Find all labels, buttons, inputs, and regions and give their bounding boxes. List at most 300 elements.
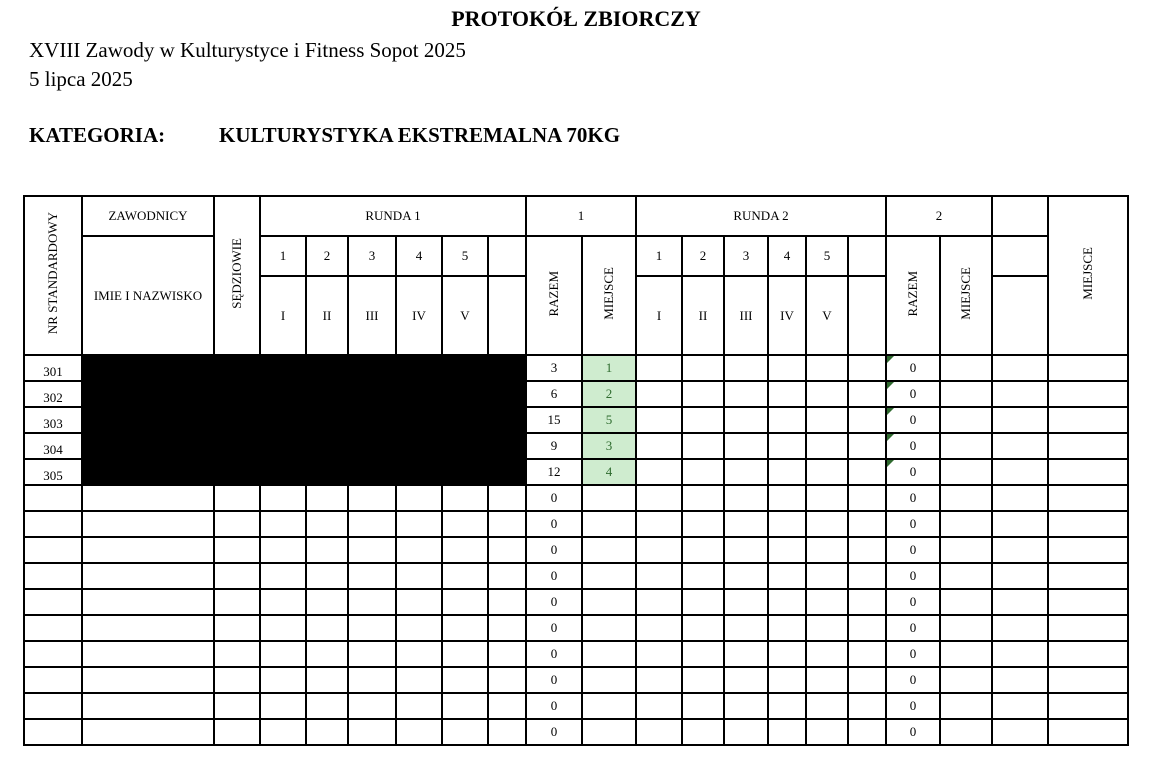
r2-score-cell[interactable] (724, 693, 768, 719)
r2-score-cell[interactable] (724, 433, 768, 459)
extra-cell[interactable] (992, 615, 1048, 641)
r2-score-cell[interactable] (768, 459, 806, 485)
r1-total-cell[interactable]: 12 (526, 459, 582, 485)
final-place-cell[interactable] (1048, 511, 1128, 537)
r1-score-cell[interactable] (442, 693, 488, 719)
r1-place-cell[interactable] (582, 693, 636, 719)
r2-score-cell[interactable] (768, 485, 806, 511)
r2-score-cell[interactable] (806, 511, 848, 537)
r1-blank-cell[interactable] (488, 719, 526, 745)
r1-total-cell[interactable]: 6 (526, 381, 582, 407)
r1-score-cell[interactable] (442, 563, 488, 589)
r2-score-cell[interactable] (636, 719, 682, 745)
nr-cell[interactable]: 302 (24, 381, 82, 407)
r2-place-cell[interactable] (940, 355, 992, 381)
header-contestants: ZAWODNICY (82, 196, 214, 236)
event-date: 5 lipca 2025 (29, 67, 133, 91)
r2-score-cell[interactable] (682, 459, 724, 485)
name-cell[interactable] (82, 615, 214, 641)
final-place-cell[interactable] (1048, 537, 1128, 563)
r1-score-cell[interactable] (348, 693, 396, 719)
r1-blank-cell[interactable] (488, 485, 526, 511)
extra-cell[interactable] (992, 485, 1048, 511)
r1-score-cell[interactable] (396, 511, 442, 537)
category-value: KULTURYSTYKA EKSTREMALNA 70KG (219, 123, 621, 147)
r2-place-cell[interactable] (940, 485, 992, 511)
r2-score-cell[interactable] (768, 355, 806, 381)
r1-total-cell[interactable]: 0 (526, 667, 582, 693)
r2-score-cell[interactable] (806, 355, 848, 381)
r2-score-cell[interactable] (682, 563, 724, 589)
final-place-cell[interactable] (1048, 693, 1128, 719)
r2-score-cell[interactable] (806, 537, 848, 563)
extra-cell[interactable] (992, 537, 1048, 563)
r2-score-cell[interactable] (724, 459, 768, 485)
r2-score-cell[interactable] (768, 615, 806, 641)
r2-total-cell[interactable]: 0 (886, 355, 940, 381)
r1-total-cell[interactable]: 0 (526, 719, 582, 745)
r1-place-cell[interactable]: 5 (582, 407, 636, 433)
r2-score-cell[interactable] (724, 537, 768, 563)
r2-blank-cell[interactable] (848, 355, 886, 381)
r1-place-cell[interactable]: 3 (582, 433, 636, 459)
r2-score-cell[interactable] (724, 485, 768, 511)
r2-score-cell[interactable] (636, 485, 682, 511)
r1-score-cell[interactable] (348, 667, 396, 693)
r1-blank-cell[interactable] (488, 563, 526, 589)
r2-score-cell[interactable] (636, 459, 682, 485)
r1-total-cell[interactable]: 0 (526, 693, 582, 719)
r2-score-cell[interactable] (768, 381, 806, 407)
final-place-cell[interactable] (1048, 641, 1128, 667)
final-place-cell[interactable] (1048, 589, 1128, 615)
name-cell[interactable] (82, 693, 214, 719)
r1-score-cell[interactable] (306, 719, 348, 745)
r2-score-cell[interactable] (806, 485, 848, 511)
r2-score-cell[interactable] (806, 407, 848, 433)
r1-score-cell[interactable] (348, 511, 396, 537)
r2-score-cell[interactable] (636, 693, 682, 719)
r1-place-cell[interactable] (582, 563, 636, 589)
name-cell[interactable] (82, 641, 214, 667)
r1-score-cell[interactable] (396, 589, 442, 615)
extra-cell[interactable] (992, 511, 1048, 537)
judges-cell[interactable] (214, 563, 260, 589)
r2-score-cell[interactable] (768, 641, 806, 667)
r1-total-cell[interactable]: 0 (526, 537, 582, 563)
header-name: IMIE I NAZWISKO (82, 236, 214, 355)
r2-place-cell[interactable] (940, 667, 992, 693)
r2-score-cell[interactable] (724, 355, 768, 381)
r2-blank-cell[interactable] (848, 381, 886, 407)
r2-place-cell[interactable] (940, 511, 992, 537)
document-title: PROTOKÓŁ ZBIORCZY (451, 6, 701, 31)
r1-score-cell[interactable] (260, 615, 306, 641)
r1-place-cell[interactable] (582, 719, 636, 745)
r2-score-cell[interactable] (768, 407, 806, 433)
r1-score-cell[interactable] (260, 537, 306, 563)
r2-total-cell[interactable]: 0 (886, 589, 940, 615)
r2-score-cell[interactable] (806, 641, 848, 667)
r2-score-cell[interactable] (806, 563, 848, 589)
r2-place-cell[interactable] (940, 615, 992, 641)
r2-score-cell[interactable] (768, 563, 806, 589)
r2-score-cell[interactable] (806, 433, 848, 459)
table-row (24, 485, 1128, 511)
r1-score-cell[interactable] (306, 563, 348, 589)
nr-cell[interactable] (24, 537, 82, 563)
r1-place-cell[interactable] (582, 537, 636, 563)
final-place-cell[interactable] (1048, 355, 1128, 381)
r2-score-cell[interactable] (682, 615, 724, 641)
nr-cell[interactable] (24, 719, 82, 745)
judges-cell[interactable] (214, 511, 260, 537)
judges-cell[interactable] (214, 693, 260, 719)
r2-score-cell[interactable] (636, 615, 682, 641)
r1-place-cell[interactable]: 2 (582, 381, 636, 407)
r2-blank-cell[interactable] (848, 719, 886, 745)
r1-score-cell[interactable] (260, 667, 306, 693)
final-place-cell[interactable] (1048, 381, 1128, 407)
redacted-block (82, 459, 526, 485)
table-row (24, 563, 1128, 589)
table-row (24, 459, 1128, 485)
r2-total-cell[interactable]: 0 (886, 459, 940, 485)
r1-score-cell[interactable] (442, 719, 488, 745)
r1-blank-cell[interactable] (488, 615, 526, 641)
nr-cell[interactable]: 303 (24, 407, 82, 433)
final-place-cell[interactable] (1048, 667, 1128, 693)
r2-score-cell[interactable] (806, 589, 848, 615)
r1-score-cell[interactable] (396, 641, 442, 667)
name-cell[interactable] (82, 719, 214, 745)
r2-blank-cell[interactable] (848, 459, 886, 485)
nr-cell[interactable]: 301 (24, 355, 82, 381)
r2-blank-cell[interactable] (848, 433, 886, 459)
r1-score-cell[interactable] (348, 641, 396, 667)
r1-total-cell[interactable]: 0 (526, 485, 582, 511)
r1-score-cell[interactable] (442, 511, 488, 537)
name-cell[interactable] (82, 485, 214, 511)
r2-score-cell[interactable] (682, 641, 724, 667)
r2-blank-cell[interactable] (848, 537, 886, 563)
r2-total-cell[interactable]: 0 (886, 563, 940, 589)
r2-score-cell[interactable] (768, 433, 806, 459)
r1-place-cell[interactable] (582, 667, 636, 693)
judge-roman: III (348, 276, 396, 355)
r1-score-cell[interactable] (348, 589, 396, 615)
r2-score-cell[interactable] (724, 589, 768, 615)
header-round2-short: 2 (886, 196, 992, 236)
judge-num: 5 (806, 236, 848, 276)
r2-total-cell[interactable]: 0 (886, 381, 940, 407)
r2-score-cell[interactable] (636, 589, 682, 615)
r2-score-cell[interactable] (636, 537, 682, 563)
r2-score-cell[interactable] (768, 667, 806, 693)
r1-score-cell[interactable] (260, 641, 306, 667)
r2-score-cell[interactable] (682, 355, 724, 381)
nr-cell[interactable] (24, 615, 82, 641)
extra-cell[interactable] (992, 563, 1048, 589)
name-cell[interactable] (82, 537, 214, 563)
r1-place-cell[interactable]: 4 (582, 459, 636, 485)
name-cell[interactable] (82, 589, 214, 615)
r1-score-cell[interactable] (260, 693, 306, 719)
r2-total-cell[interactable]: 0 (886, 719, 940, 745)
r1-total-cell[interactable]: 0 (526, 615, 582, 641)
r2-blank-cell[interactable] (848, 615, 886, 641)
r1-blank-cell[interactable] (488, 667, 526, 693)
r2-score-cell[interactable] (682, 667, 724, 693)
name-cell[interactable] (82, 667, 214, 693)
judges-cell[interactable] (214, 667, 260, 693)
judge-roman: II (306, 276, 348, 355)
r1-score-cell[interactable] (260, 719, 306, 745)
r1-total-cell[interactable]: 9 (526, 433, 582, 459)
r1-total-cell[interactable]: 0 (526, 589, 582, 615)
r2-place-cell[interactable] (940, 719, 992, 745)
r1-blank-cell[interactable] (488, 589, 526, 615)
r2-score-cell[interactable] (682, 485, 724, 511)
r1-score-cell[interactable] (396, 563, 442, 589)
extra-cell[interactable] (992, 355, 1048, 381)
r1-score-cell[interactable] (396, 667, 442, 693)
r1-score-cell[interactable] (306, 641, 348, 667)
r2-blank-cell[interactable] (848, 485, 886, 511)
r1-score-cell[interactable] (442, 615, 488, 641)
r2-total-cell[interactable]: 0 (886, 537, 940, 563)
r1-place-cell[interactable] (582, 615, 636, 641)
r2-score-cell[interactable] (636, 667, 682, 693)
r1-score-cell[interactable] (442, 589, 488, 615)
judges-cell[interactable] (214, 641, 260, 667)
r2-score-cell[interactable] (768, 693, 806, 719)
judge-roman: V (806, 276, 848, 355)
r2-blank-cell[interactable] (848, 693, 886, 719)
r2-score-cell[interactable] (768, 589, 806, 615)
redacted-block (82, 381, 526, 407)
r1-score-cell[interactable] (348, 615, 396, 641)
r2-place-cell[interactable] (940, 459, 992, 485)
extra-cell[interactable] (992, 381, 1048, 407)
r2-score-cell[interactable] (636, 355, 682, 381)
judge-roman: IV (396, 276, 442, 355)
r1-score-cell[interactable] (348, 563, 396, 589)
r2-score-cell[interactable] (682, 693, 724, 719)
final-place-cell[interactable] (1048, 485, 1128, 511)
nr-cell[interactable] (24, 667, 82, 693)
nr-cell[interactable] (24, 511, 82, 537)
r1-score-cell[interactable] (348, 719, 396, 745)
final-place-cell[interactable] (1048, 407, 1128, 433)
table-row (24, 615, 1128, 641)
r2-score-cell[interactable] (636, 563, 682, 589)
r2-score-cell[interactable] (682, 589, 724, 615)
r1-place-cell[interactable] (582, 589, 636, 615)
r1-blank-cell[interactable] (488, 641, 526, 667)
extra-cell[interactable] (992, 459, 1048, 485)
r2-score-cell[interactable] (806, 381, 848, 407)
r1-score-cell[interactable] (348, 485, 396, 511)
judges-cell[interactable] (214, 485, 260, 511)
judge-num: 1 (636, 236, 682, 276)
r2-score-cell[interactable] (636, 511, 682, 537)
extra-cell[interactable] (992, 433, 1048, 459)
header-blank (848, 236, 886, 276)
extra-cell[interactable] (992, 589, 1048, 615)
r1-blank-cell[interactable] (488, 537, 526, 563)
r2-score-cell[interactable] (724, 615, 768, 641)
r2-score-cell[interactable] (724, 407, 768, 433)
r1-score-cell[interactable] (306, 537, 348, 563)
r2-score-cell[interactable] (724, 563, 768, 589)
nr-cell[interactable] (24, 641, 82, 667)
extra-cell[interactable] (992, 407, 1048, 433)
r2-total-cell[interactable]: 0 (886, 433, 940, 459)
r1-score-cell[interactable] (306, 511, 348, 537)
r2-total-cell[interactable]: 0 (886, 667, 940, 693)
header-r1-total: RAZEM (526, 236, 582, 355)
r2-score-cell[interactable] (806, 719, 848, 745)
r2-score-cell[interactable] (806, 615, 848, 641)
r2-place-cell[interactable] (940, 563, 992, 589)
r1-score-cell[interactable] (260, 563, 306, 589)
r2-score-cell[interactable] (768, 537, 806, 563)
table-row (24, 407, 1128, 433)
r1-score-cell[interactable] (348, 537, 396, 563)
r2-blank-cell[interactable] (848, 511, 886, 537)
r1-score-cell[interactable] (442, 641, 488, 667)
extra-cell[interactable] (992, 641, 1048, 667)
r1-score-cell[interactable] (260, 485, 306, 511)
r1-total-cell[interactable]: 3 (526, 355, 582, 381)
r2-score-cell[interactable] (682, 719, 724, 745)
r1-score-cell[interactable] (306, 693, 348, 719)
r2-place-cell[interactable] (940, 381, 992, 407)
r1-score-cell[interactable] (442, 667, 488, 693)
r2-score-cell[interactable] (636, 407, 682, 433)
r1-score-cell[interactable] (306, 485, 348, 511)
r2-score-cell[interactable] (682, 381, 724, 407)
r1-score-cell[interactable] (396, 693, 442, 719)
table-row (24, 537, 1128, 563)
judges-cell[interactable] (214, 537, 260, 563)
r1-blank-cell[interactable] (488, 511, 526, 537)
r1-place-cell[interactable] (582, 511, 636, 537)
r2-score-cell[interactable] (636, 433, 682, 459)
judges-cell[interactable] (214, 719, 260, 745)
r2-score-cell[interactable] (682, 537, 724, 563)
r2-score-cell[interactable] (636, 381, 682, 407)
nr-cell[interactable] (24, 589, 82, 615)
r1-total-cell[interactable]: 0 (526, 511, 582, 537)
r2-score-cell[interactable] (636, 641, 682, 667)
r2-blank-cell[interactable] (848, 667, 886, 693)
judges-cell[interactable] (214, 615, 260, 641)
r2-score-cell[interactable] (768, 719, 806, 745)
r2-place-cell[interactable] (940, 407, 992, 433)
r1-score-cell[interactable] (306, 615, 348, 641)
r2-score-cell[interactable] (806, 693, 848, 719)
r1-score-cell[interactable] (396, 719, 442, 745)
results-table (23, 195, 1129, 746)
judges-cell[interactable] (214, 589, 260, 615)
nr-cell[interactable] (24, 693, 82, 719)
r1-score-cell[interactable] (396, 537, 442, 563)
r2-total-cell[interactable]: 0 (886, 641, 940, 667)
r2-score-cell[interactable] (682, 407, 724, 433)
r2-place-cell[interactable] (940, 693, 992, 719)
r2-blank-cell[interactable] (848, 589, 886, 615)
r1-score-cell[interactable] (260, 511, 306, 537)
r1-total-cell[interactable]: 0 (526, 563, 582, 589)
r1-place-cell[interactable] (582, 641, 636, 667)
nr-cell[interactable] (24, 563, 82, 589)
r2-blank-cell[interactable] (848, 641, 886, 667)
r1-score-cell[interactable] (442, 537, 488, 563)
r2-total-cell[interactable]: 0 (886, 407, 940, 433)
r1-score-cell[interactable] (396, 615, 442, 641)
final-place-cell[interactable] (1048, 563, 1128, 589)
r2-score-cell[interactable] (682, 433, 724, 459)
r1-score-cell[interactable] (306, 667, 348, 693)
name-cell[interactable] (82, 563, 214, 589)
final-place-cell[interactable] (1048, 719, 1128, 745)
name-cell[interactable] (82, 511, 214, 537)
r2-score-cell[interactable] (724, 667, 768, 693)
r2-score-cell[interactable] (724, 381, 768, 407)
r2-score-cell[interactable] (768, 511, 806, 537)
final-place-cell[interactable] (1048, 433, 1128, 459)
r1-score-cell[interactable] (442, 485, 488, 511)
r2-total-cell[interactable]: 0 (886, 693, 940, 719)
r2-total-cell[interactable]: 0 (886, 511, 940, 537)
extra-cell[interactable] (992, 719, 1048, 745)
r2-place-cell[interactable] (940, 589, 992, 615)
r1-place-cell[interactable]: 1 (582, 355, 636, 381)
r1-score-cell[interactable] (396, 485, 442, 511)
r2-blank-cell[interactable] (848, 407, 886, 433)
r2-score-cell[interactable] (682, 511, 724, 537)
r1-blank-cell[interactable] (488, 693, 526, 719)
final-place-cell[interactable] (1048, 615, 1128, 641)
header-round1-short: 1 (526, 196, 636, 236)
nr-cell[interactable] (24, 485, 82, 511)
r1-score-cell[interactable] (260, 589, 306, 615)
r2-total-cell[interactable]: 0 (886, 485, 940, 511)
judge-roman: I (260, 276, 306, 355)
extra-cell[interactable] (992, 667, 1048, 693)
r2-score-cell[interactable] (806, 459, 848, 485)
r2-blank-cell[interactable] (848, 563, 886, 589)
extra-cell[interactable] (992, 693, 1048, 719)
r2-place-cell[interactable] (940, 537, 992, 563)
r1-score-cell[interactable] (306, 589, 348, 615)
nr-cell[interactable]: 304 (24, 433, 82, 459)
r2-total-cell[interactable]: 0 (886, 615, 940, 641)
r2-score-cell[interactable] (724, 719, 768, 745)
r1-place-cell[interactable] (582, 485, 636, 511)
final-place-cell[interactable] (1048, 459, 1128, 485)
r2-score-cell[interactable] (806, 667, 848, 693)
r2-place-cell[interactable] (940, 433, 992, 459)
r2-score-cell[interactable] (724, 641, 768, 667)
r2-score-cell[interactable] (724, 511, 768, 537)
r1-total-cell[interactable]: 15 (526, 407, 582, 433)
r2-place-cell[interactable] (940, 641, 992, 667)
r1-total-cell[interactable]: 0 (526, 641, 582, 667)
nr-cell[interactable]: 305 (24, 459, 82, 485)
